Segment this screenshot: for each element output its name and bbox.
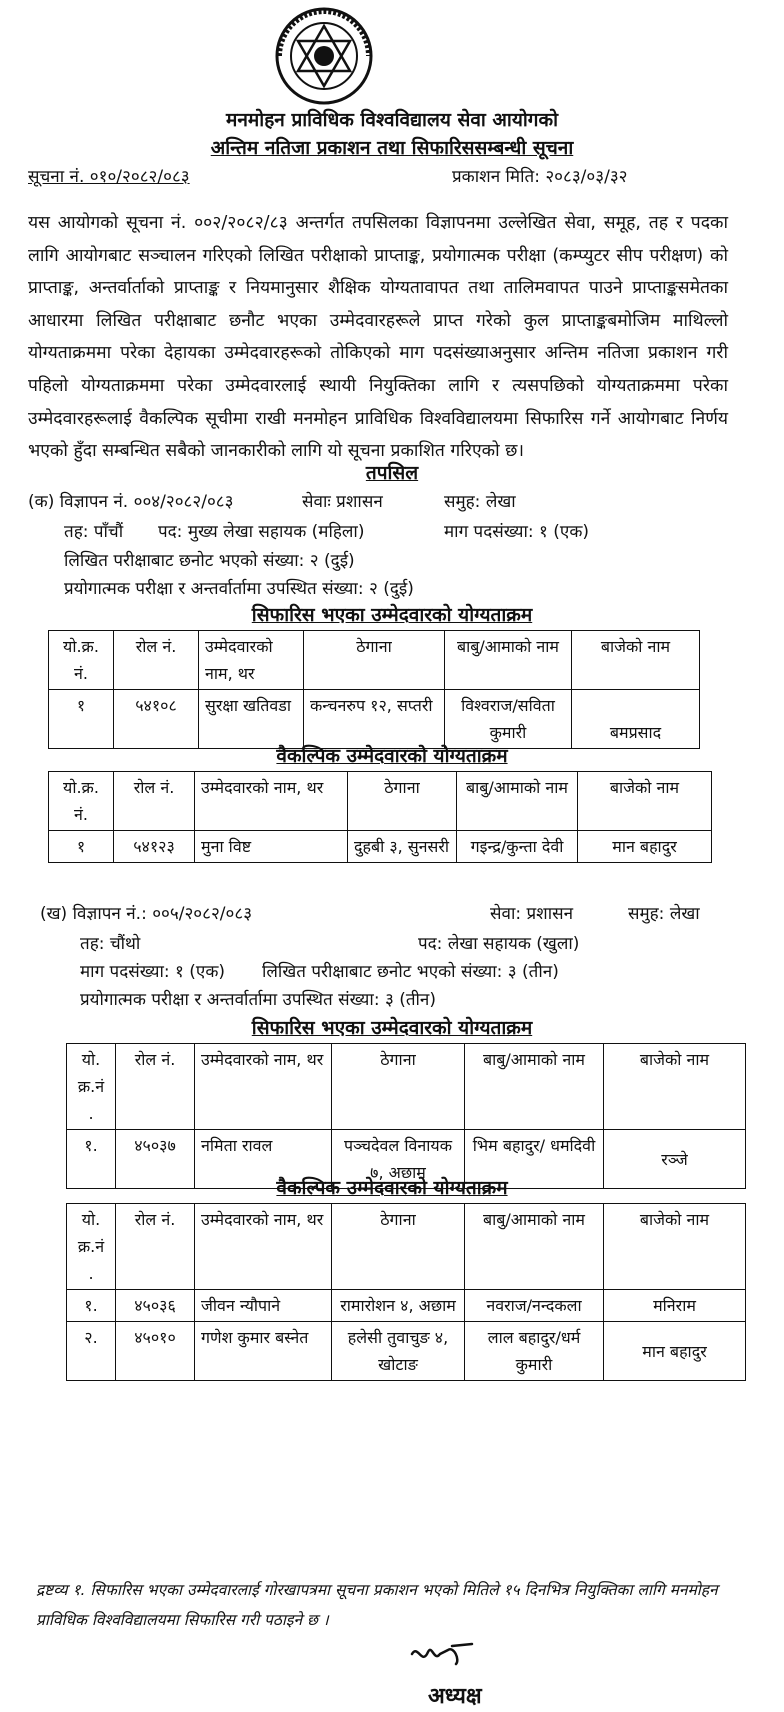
cell-roll: ५४१२३ (114, 831, 195, 863)
header-cell: यो.क्र. नं. (49, 772, 114, 831)
header-cell: उम्मेदवारको नाम, थर (195, 1044, 332, 1130)
handwritten-signature (408, 1640, 478, 1676)
cell-serial: १. (67, 1130, 116, 1189)
cell-address: दुहबी ३, सुनसरी (348, 831, 457, 863)
table-row (49, 690, 700, 749)
cell-name: मुना विष्ट (195, 831, 348, 863)
cell-name: सुरक्षा खतिवडा (199, 690, 304, 749)
kha-recommended-title: सिफारिस भएका उम्मेदवारको योग्यताक्रम (251, 1017, 533, 1039)
ka-group: समुह: लेखा (444, 492, 516, 512)
kha-level: तह: चौंथो (80, 934, 141, 954)
header-cell: यो. क्र.नं . (67, 1204, 116, 1290)
publication-date: प्रकाशन मिति: २०८३/०३/३२ (452, 167, 628, 187)
cell-name: गणेश कुमार बस्नेत (195, 1322, 332, 1381)
table-row (67, 1322, 746, 1381)
kha-written-count: लिखित परीक्षाबाट छनोट भएको संख्या: ३ (तीन) (262, 962, 559, 982)
ka-written-count: लिखित परीक्षाबाट छनोट भएको संख्या: २ (दुई) (64, 551, 355, 571)
header-cell: रोल नं. (114, 631, 199, 690)
header-cell: ठेगाना (332, 1204, 465, 1290)
ka-recommended-table (48, 630, 700, 749)
cell-address: रामारोशन ४, अछाम (332, 1290, 465, 1322)
table-header-row (67, 1044, 746, 1130)
cell-serial: १. (67, 1290, 116, 1322)
cell-name: नमिता रावल (195, 1130, 332, 1189)
header-cell: यो. क्र.नं . (67, 1044, 116, 1130)
table-header-row (49, 772, 712, 831)
cell-parents: गइन्द्र/कुन्ता देवी (457, 831, 578, 863)
header-cell: रोल नं. (114, 772, 195, 831)
header-cell: बाबु/आमाको नाम (457, 772, 578, 831)
ka-practical-count: प्रयोगात्मक परीक्षा र अन्तर्वार्तामा उपस्थित संख्या: २ (दुई) (64, 579, 414, 599)
kha-demand: माग पदसंख्या: १ (एक) (80, 962, 226, 982)
header-cell: रोल नं. (116, 1204, 195, 1290)
cell-address: पञ्चदेवल विनायक ७, अछाम (332, 1130, 465, 1189)
header-cell: ठेगाना (332, 1044, 465, 1130)
cell-parents: विश्वराज/सविता कुमारी (445, 690, 572, 749)
ka-alternate-title: वैकल्पिक उम्मेदवारको योग्यताक्रम (276, 745, 508, 767)
cell-roll: ४५०३६ (116, 1290, 195, 1322)
ka-recommended-title: सिफारिस भएका उम्मेदवारको योग्यताक्रम (251, 604, 533, 626)
ka-level: तह: पाँचौं (64, 522, 124, 542)
cell-grandfather: बमप्रसाद (572, 690, 700, 749)
table-row (49, 831, 712, 863)
cell-name: जीवन न्यौपाने (195, 1290, 332, 1322)
table-header-row (67, 1204, 746, 1290)
header-cell: उम्मेदवारको नाम, थर (195, 1204, 332, 1290)
cell-serial: १ (49, 831, 114, 863)
table-header-row (49, 631, 700, 690)
cell-grandfather: मान बहादुर (604, 1322, 746, 1381)
header-cell: रोल नं. (116, 1044, 195, 1130)
ka-alternate-table (48, 771, 712, 863)
kha-service: सेवा: प्रशासन (490, 904, 574, 924)
footnote: द्रष्टव्य १. सिफारिस भएका उम्मेदवारलाई गोरखापत्रमा सूचना प्रकाशन भएको मितिले १५ दिनभित्र नियुक्तिका लागि मनमोहन प्राविधिक विश्वविद्यालयमा सिफारिस गरी पठाइने छ । (36, 1581, 718, 1629)
cell-serial: २. (67, 1322, 116, 1381)
cell-roll: ५४१०८ (114, 690, 199, 749)
kha-ad-number: (ख) विज्ञापन नं.: ००५/२०८२/०८३ (40, 904, 253, 924)
cell-grandfather: मान बहादुर (578, 831, 712, 863)
ka-ad-number: (क) विज्ञापन नं. ००४/२०८२/०८३ (28, 492, 234, 512)
university-seal-logo (265, 6, 383, 106)
chairperson-title: अध्यक्ष (428, 1684, 482, 1709)
header-cell: उम्मेदवारको नाम, थर (199, 631, 304, 690)
header-cell: ठेगाना (348, 772, 457, 831)
cell-grandfather: मनिराम (604, 1290, 746, 1322)
kha-alternate-title: वैकल्पिक उम्मेदवारको योग्यताक्रम (276, 1177, 508, 1199)
notice-number: सूचना नं. ०१०/२०८२/०८३ (28, 167, 190, 187)
kha-alternate-table (66, 1203, 746, 1381)
header-cell: बाजेको नाम (604, 1204, 746, 1290)
kha-post: पद: लेखा सहायक (खुला) (418, 934, 580, 954)
header-cell: यो.क्र. नं. (49, 631, 114, 690)
kha-group: समुह: लेखा (628, 904, 700, 924)
header-cell: बाबु/आमाको नाम (445, 631, 572, 690)
header-cell: बाबु/आमाको नाम (465, 1204, 604, 1290)
table-row (67, 1290, 746, 1322)
notice-body: यस आयोगको सूचना नं. ००२/२०८२/८३ अन्तर्गत तपसिलका विज्ञापनमा उल्लेखित सेवा, समूह, तह र पदका लागि आयोगबाट सञ्चालन गरिएको लिखित परीक्षाको प्राप्ताङ्क, प्रयोगात्मक परीक्षा (कम्प्युटर सीप परीक्षण) को प्राप्ताङ्क, अन्तर्वार्ताको प्राप्ताङ्क र नियमानुसार शैक्षिक योग्यतावापत तथा तालिमवापत पाउने प्राप्ताङ्कसमेतका आधारमा लिखित परीक्षाबाट छनौट भएका उम्मेदवारहरूले प्राप्त गरेको कुल प्राप्ताङ्कबमोजिम माथिल्लो योग्यताक्रममा परेका देहायका उम्मेदवारहरूको तोकिएको माग पदसंख्याअनुसार अन्तिम नतिजा प्रकाशन गरी पहिलो योग्यताक्रममा परेका उम्मेदवारलाई स्थायी नियुक्तिका लागि र त्यसपछिको योग्यताक्रममा परेका उम्मेदवारहरूलाई वैकल्पिक सूचीमा राखी मनमोहन प्राविधिक विश्वविद्यालयमा सिफारिस गर्ने आयोगबाट निर्णय भएको हुँदा सम्बन्धित सबैको जानकारीको लागि यो सूचना प्रकाशित गरिएको छ। (28, 213, 728, 462)
kha-practical-count: प्रयोगात्मक परीक्षा र अन्तर्वार्तामा उपस्थित संख्या: ३ (तीन) (80, 990, 436, 1010)
ka-post: पद: मुख्य लेखा सहायक (महिला) (158, 522, 365, 542)
notice-title: अन्तिम नतिजा प्रकाशन तथा सिफारिससम्बन्धी सूचना (210, 137, 574, 159)
ka-service: सेवाः प्रशासन (302, 492, 383, 512)
header-cell: बाजेको नाम (604, 1044, 746, 1130)
cell-parents: नवराज/नन्दकला (465, 1290, 604, 1322)
kha-recommended-table (66, 1043, 746, 1189)
cell-parents: भिम बहादुर/ धमदिवी (465, 1130, 604, 1189)
ka-demand: माग पदसंख्या: १ (एक) (444, 522, 590, 542)
cell-address: हलेसी तुवाचुङ ४, खोटाङ (332, 1322, 465, 1381)
cell-roll: ४५०१० (116, 1322, 195, 1381)
cell-address: कन्चनरुप १२, सप्तरी (304, 690, 445, 749)
header-cell: बाजेको नाम (578, 772, 712, 831)
cell-serial: १ (49, 690, 114, 749)
organization-name: मनमोहन प्राविधिक विश्वविद्यालय सेवा आयोगको (226, 109, 558, 131)
header-cell: ठेगाना (304, 631, 445, 690)
header-cell: उम्मेदवारको नाम, थर (195, 772, 348, 831)
header-cell: बाबु/आमाको नाम (465, 1044, 604, 1130)
tapasil-heading: तपसिल (365, 462, 419, 484)
cell-grandfather: रञ्जे (604, 1130, 746, 1189)
cell-roll: ४५०३७ (116, 1130, 195, 1189)
cell-parents: लाल बहादुर/धर्म कुमारी (465, 1322, 604, 1381)
header-cell: बाजेको नाम (572, 631, 700, 690)
